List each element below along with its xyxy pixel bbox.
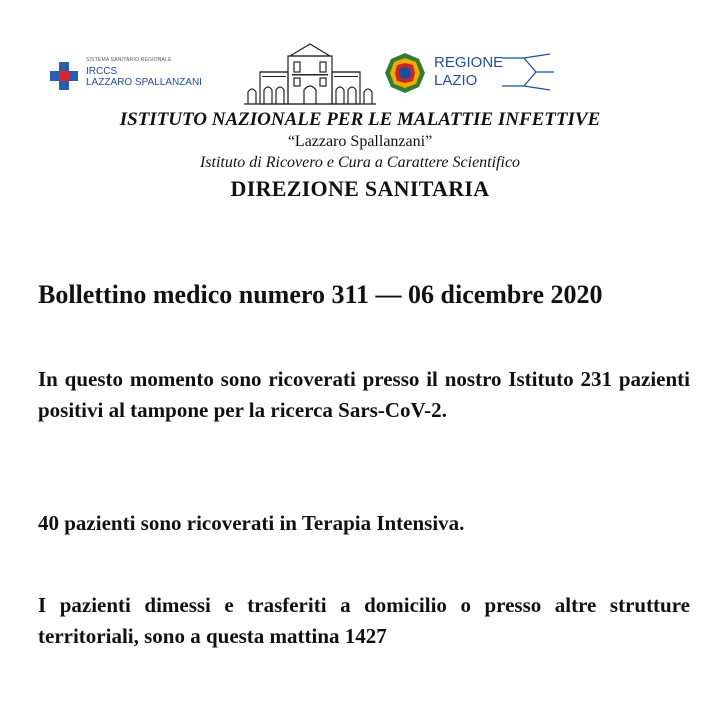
bulletin-paragraph-hospitalized: In questo momento sono ricoverati presso il nostro Istituto 231 pazienti positivi al tampone per la ricerca Sars-CoV-2. [38,367,690,422]
institute-building-icon [240,38,380,108]
region-decoration-icon [502,52,554,92]
bulletin-paragraph-intensive-care: 40 pazienti sono ricoverati in Terapia Intensiva. [38,511,465,535]
irccs-system-label: SISTEMA SANITARIO REGIONALE [86,57,172,63]
regione-lazio-logo [384,50,554,96]
logo-bar [0,36,720,108]
irccs-logo [50,54,230,94]
institute-name: “Lazzaro Spallanzani” [287,133,433,150]
institute-subtitle: Istituto di Ricovero e Cura a Carattere Scientifico [199,154,521,171]
irccs-name [86,66,202,88]
region-name [434,54,503,90]
irccs-line2: LAZZARO SPALLANZANI [86,77,202,88]
region-line1: REGIONE [434,54,504,71]
irccs-line1: IRCCS [86,66,118,77]
region-emblem-icon [384,52,426,94]
region-line2: LAZIO [434,72,478,89]
bulletin-title: Bollettino medico numero 311 — 06 dicembre 2020 [38,280,603,309]
department-title: DIREZIONE SANITARIA [230,176,490,201]
letterhead [0,108,720,202]
bulletin-paragraph-discharged: I pazienti dimessi e trasferiti a domicilio o presso altre strutture territoriali, sono a questa mattina 1427 [38,593,690,648]
institute-title: ISTITUTO NAZIONALE PER LE MALATTIE INFETTIVE [119,109,601,130]
medical-cross-icon [50,62,78,90]
